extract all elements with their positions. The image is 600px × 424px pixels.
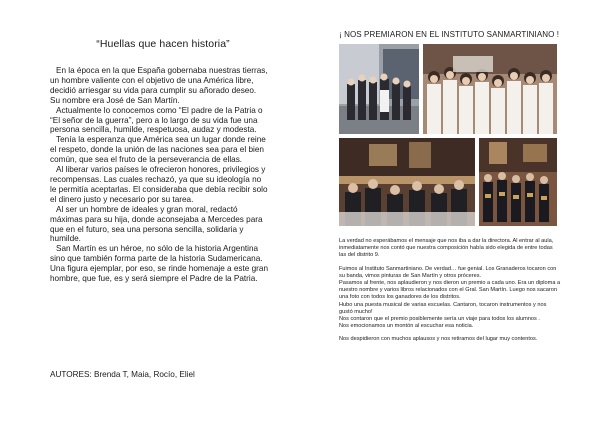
news-paragraph: Pasamos al frente, nos aplaudieron y nos dieron un premio a cada uno. Era un diploma a nuestro nombre y varios libros relacionados con el Gral. San Martín. Luego nos sacaron una foto con todos los ganadores de los distritos.: [339, 280, 561, 301]
article-column: [50, 38, 268, 284]
news-paragraph: Nos contaron que el premio posiblemente sería un viaje para todos los alumnos .: [339, 316, 540, 323]
group-photo-students: [423, 44, 557, 134]
article-paragraph: Tenía la esperanza que América sea un lugar donde reine el respeto, donde la unión de las naciones sea para el bien común, que sea el fruto de la perseverancia de ellas.: [50, 135, 266, 165]
article-paragraph: Al ser un hombre de ideales y gran moral, redactó máximas para su hija, donde aconsejaba a Mercedes para que en el futuro, sea una persona sencilla, solidaria y humilde.: [50, 204, 263, 244]
article-authors: AUTORES: Brenda T, Maia, Rocío, Eliel: [50, 370, 195, 379]
article-paragraph: San Martín es un héroe, no sólo de la historia Argentina sino que también forma parte de la historia Sudamericana. Una figura ejemplar, por eso, se rinde homenaje a este gran hombre, que fue, es y será siempre el Padre de la Patria.: [50, 244, 269, 284]
news-paragraph: Fuimos al Instituto Sanmartiniano. De verdad… fue genial. Los Granaderos tocaron con su banda, vimos pinturas de San Martín y otros próceres.: [339, 265, 557, 279]
news-paragraph: Nos despidieron con muchos aplausos y nos retiramos del lugar muy contentos.: [339, 336, 538, 343]
article-paragraph: Al liberar varios países le ofrecieron honores, privilegios y recompensas. Las cuales rechazó, ya que su ideología no le permitía aceptarlas. El consideraba que debía recibir solo el dinero justo y necesario por su tarea.: [50, 165, 268, 204]
news-paragraph: La verdad no esperábamos el mensaje que nos iba a dar la directora. Al entrar al aula, inmediatamente nos contó que nuestra composición había sido elegida de entre todas las del distrito 9.: [339, 238, 554, 259]
news-paragraph: Nos emocionamos un montón al escuchar esa noticia.: [339, 323, 474, 330]
article-paragraph: En la época en la que España gobernaba nuestras tierras, un hombre valiente con el objetivo de una América libre, decidió arriesgar su vida para cumplir su añorado deseo. Su nombre era José de San Martín.: [50, 66, 268, 105]
article-paragraph: Actualmente lo conocemos como “El padre de la Patria o “El señor de la guerra”, pero a lo largo de su vida fue una persona sencilla, humilde, respetuosa, audaz y modesta.: [50, 105, 263, 135]
news-column: [339, 30, 561, 226]
group-photo-street: [339, 44, 419, 134]
band-photo: [479, 138, 557, 226]
news-paragraph: Hubo una puesta musical de varias escuelas. Cantaron, tocaron instrumentos y nos gustó mucho!: [339, 301, 547, 315]
photo-collage: [339, 44, 557, 226]
news-body: [339, 238, 561, 350]
auditorium-photo: [339, 138, 475, 226]
news-heading: ¡ NOS PREMIARON EN EL INSTITUTO SANMARTINIANO !: [339, 30, 560, 39]
article-title: “Huellas que hacen historia”: [96, 38, 230, 50]
